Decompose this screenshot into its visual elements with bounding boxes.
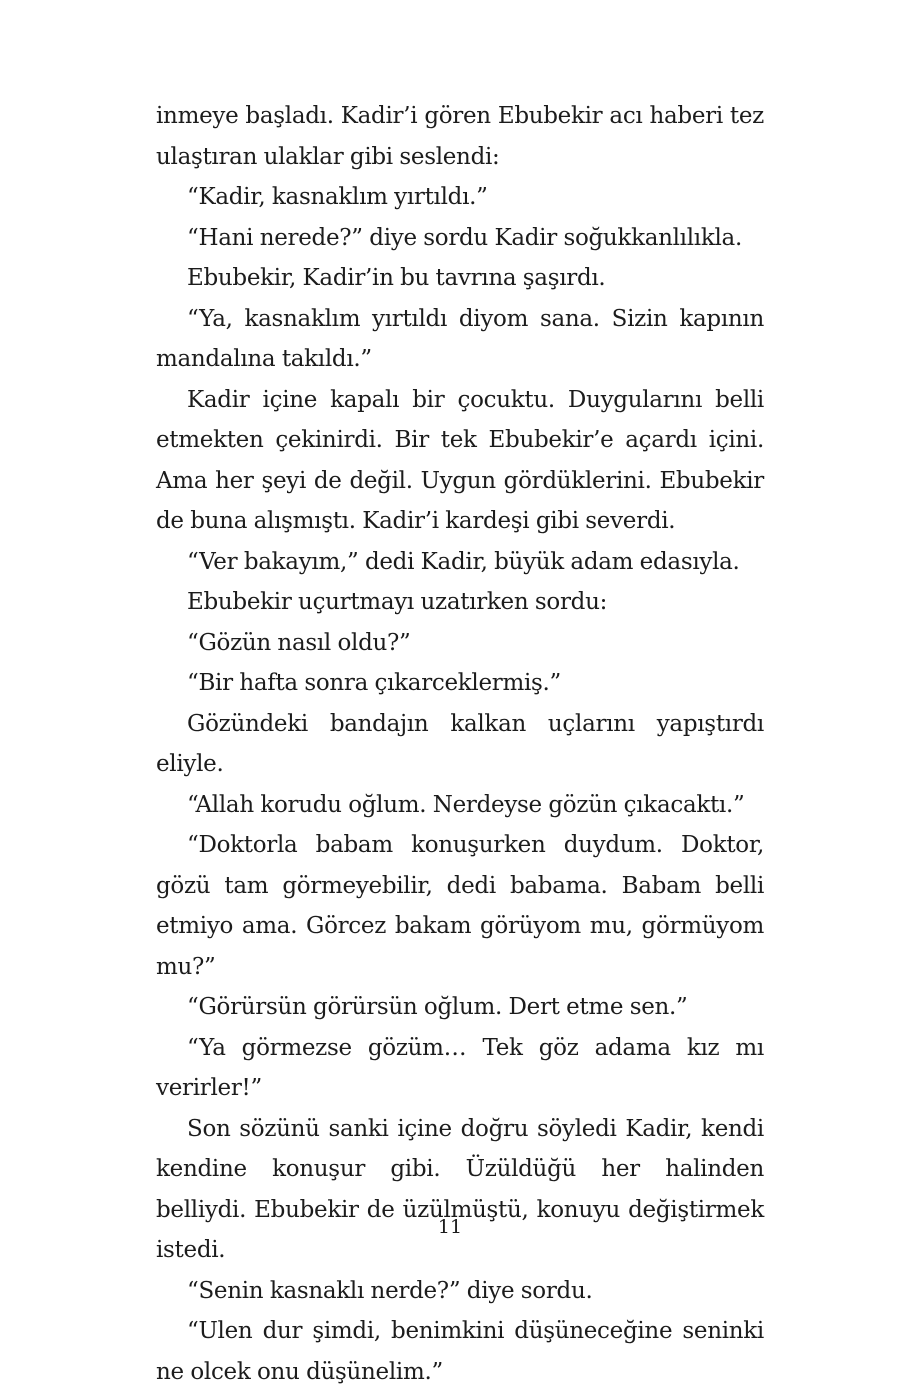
paragraph-12: “Allah korudu oğlum. Nerdeyse gözün çıkacaktı.” [187, 791, 745, 818]
paragraph-11: Gözündeki bandajın kalkan uçlarını yapıştırdı eliyle. [156, 710, 764, 777]
paragraph-13: “Doktorla babam konuşurken duydum. Doktor, gözü tam görmeyebilir, dedi babama. Babam belli etmiyo ama. Görcez bakam görüyom mu, görmüyom mu?” [156, 832, 764, 980]
paragraph-15: “Ya görmezse gözüm… Tek göz adama kız mı verirler!” [156, 1034, 764, 1101]
paragraph-7: “Ver bakayım,” dedi Kadir, büyük adam edasıyla. [187, 548, 740, 575]
page-number: 11 [437, 1216, 463, 1238]
paragraph-3: “Hani nerede?” diye sordu Kadir soğukkanlılıkla. [187, 224, 742, 251]
book-page-text [156, 96, 764, 1392]
paragraph-6: Kadir içine kapalı bir çocuktu. Duygularını belli etmekten çekinirdi. Bir tek Ebubekir’e açardı içini. Ama her şeyi de değil. Uygun gördüklerini. Ebubekir de buna alışmıştı. Kadir’i kardeşi gibi severdi. [156, 386, 764, 534]
paragraph-8: Ebubekir uçurtmayı uzatırken sordu: [187, 589, 608, 615]
paragraph-16: Son sözünü sanki içine doğru söyledi Kadir, kendi kendine konuşur gibi. Üzüldüğü her halinden belliydi. Ebubekir de üzülmüştü, konuyu değiştirmek istedi. [156, 1115, 764, 1263]
paragraph-18: “Ulen dur şimdi, benimkini düşüneceğine seninki ne olcek onu düşünelim.” [156, 1318, 764, 1385]
paragraph-17: “Senin kasnaklı nerde?” diye sordu. [187, 1277, 593, 1304]
paragraph-10: “Bir hafta sonra çıkarceklermiş.” [187, 670, 562, 696]
paragraph-1: inmeye başladı. Kadir’i gören Ebubekir acı haberi tez ulaştıran ulaklar gibi seslendi: [156, 103, 764, 170]
paragraph-4: Ebubekir, Kadir’in bu tavrına şaşırdı. [187, 265, 606, 291]
paragraph-5: “Ya, kasnaklım yırtıldı diyom sana. Sizin kapının mandalına takıldı.” [156, 305, 764, 372]
paragraph-9: “Gözün nasıl oldu?” [187, 629, 411, 656]
paragraph-2: “Kadir, kasnaklım yırtıldı.” [187, 184, 488, 210]
paragraph-14: “Görürsün görürsün oğlum. Dert etme sen.” [187, 994, 688, 1020]
